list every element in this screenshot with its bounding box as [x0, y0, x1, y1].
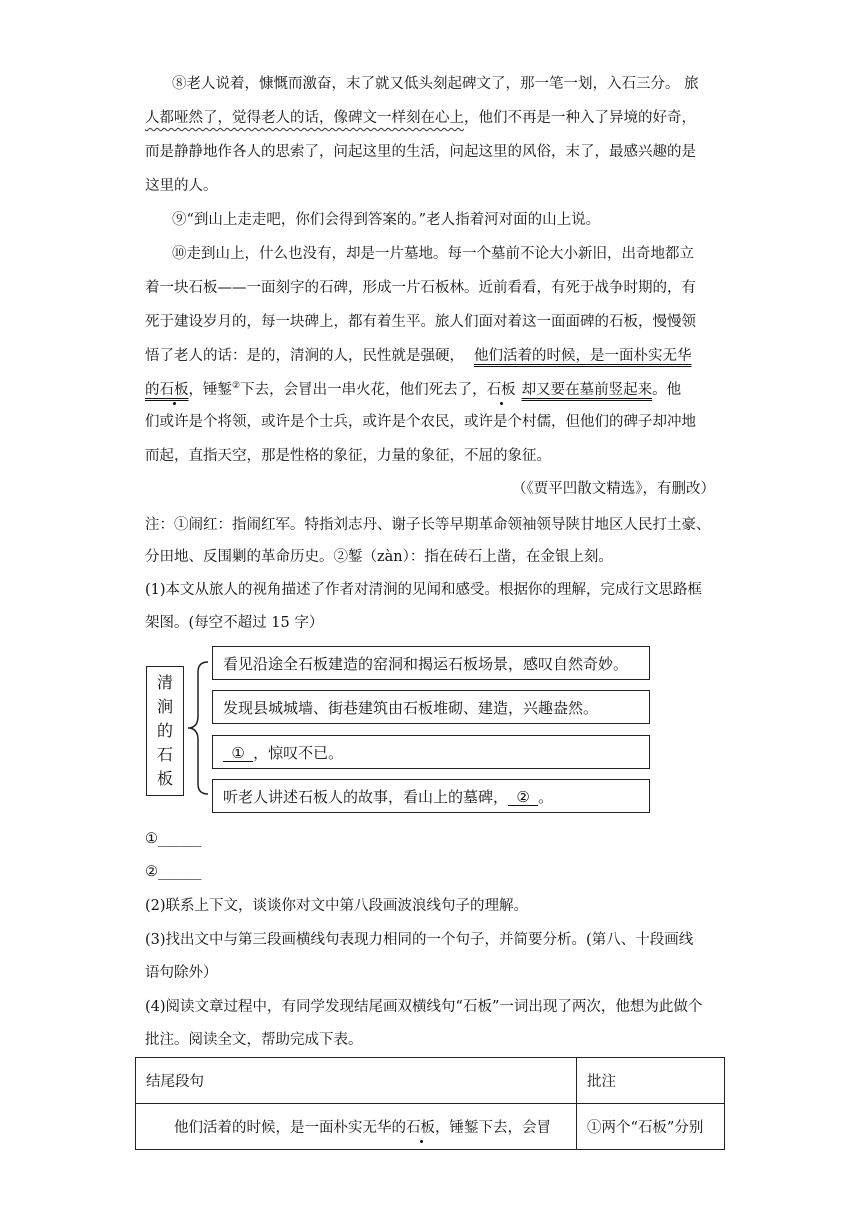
- stone-word-2: 石板: [486, 381, 516, 398]
- table-stone-word: 石板: [406, 1120, 435, 1136]
- q1-line1: (1)本文从旅人的视角描述了作者对清涧的见闻和感受。根据你的理解，完成行文思路框: [145, 582, 703, 598]
- para8-line2: [145, 108, 696, 128]
- q1-line2: 架图。(每空不超过 15 字）: [145, 615, 324, 631]
- diagram-root-char: 的: [156, 721, 173, 740]
- para10-line3: 死于建设岁月的，每一块碑上，都有着生平。旅人们面对着这一面面碑的石板，慢慢领: [145, 314, 696, 330]
- para8-line3: 而是静静地作各人的思索了，问起这里的生活，问起这里的风俗，末了，最感兴趣的是: [145, 144, 696, 160]
- notes-line2: 分田地、反围剿的革命历史。②錾（zàn）：指在砖石上凿，在金银上刻。: [145, 549, 613, 565]
- table-row-note[interactable]: ①两个“石板”分别: [577, 1104, 725, 1150]
- para10-line2: 着一块石板——一面刻字的石碑，形成一片石板林。近前看看，有死于战争时期的，有: [145, 280, 696, 296]
- para10-double-underline-1: 他们活着的时候，是一面朴实无华: [474, 348, 692, 364]
- diagram-box-3: [212, 735, 650, 769]
- table-header-sentence: 结尾段句: [136, 1058, 577, 1104]
- para8-line2-rest: ，他们不再是一种入了异境的好奇，: [464, 110, 696, 126]
- diagram-box-4: [212, 779, 650, 813]
- table-sentence-text: 他们活着的时候，是一面朴实无华的: [174, 1120, 406, 1136]
- table-header-note: 批注: [577, 1058, 725, 1104]
- blank-2[interactable]: ②: [508, 789, 539, 806]
- diagram-root-char: 涧: [156, 697, 173, 716]
- annotation-table: [135, 1057, 725, 1150]
- footnote-marker: ②: [232, 381, 241, 391]
- para9: ⑨“到山上走走吧，你们会得到答案的。”老人指着河对面的山上说。: [172, 212, 601, 228]
- para10-line5: [145, 376, 681, 400]
- table-sentence-text2: ，锤錾下去，会冒: [435, 1120, 551, 1136]
- blank-1[interactable]: ①: [223, 745, 254, 762]
- diagram-root-box: [146, 666, 184, 796]
- dotted-word: 石板: [159, 381, 189, 398]
- q4-line2: 批注。阅读全文，帮助完成下表。: [145, 1032, 363, 1048]
- para8-wavy-sentence: 人都哑然了，觉得老人的话，像碑文一样刻在心上: [145, 110, 464, 126]
- diagram-root-char: 清: [156, 673, 173, 692]
- answer-blank-2[interactable]: ②______: [145, 864, 202, 880]
- diagram-root-char: 板: [156, 769, 173, 788]
- notes-line1: 注：①闹红：指闹红军。特指刘志丹、谢子长等早期革命领袖领导陕甘地区人民打土豪、: [145, 517, 711, 533]
- para10-line4: [145, 346, 692, 366]
- diagram-box-4-end: 。: [538, 789, 554, 806]
- para10-line4-text: 悟了老人的话：是的，清涧的人，民性就是强硬，: [145, 348, 464, 364]
- source-citation: （《贾平凹散文精选》，有删改）: [512, 481, 715, 497]
- para10-line5-end: 。他: [652, 381, 682, 398]
- para10-line7: 而起，直指天空，那是性格的象征，力量的象征，不屈的象征。: [145, 448, 551, 464]
- para10-line6: 们或许是个将领，或许是个士兵，或许是个农民，或许是个村儒，但他们的碑子却冲地: [145, 414, 696, 430]
- q4-line1: (4)阅读文章过程中，有同学发现结尾画双横线句“石板”一词出现了两次，他想为此做个: [145, 999, 703, 1015]
- table-row-sentence: [136, 1104, 577, 1150]
- diagram-root-char: 石: [156, 745, 173, 764]
- para10-line1: ⑩走到山上，什么也没有，却是一片墓地。每一个墓前不论大小新旧，出奇地都立: [172, 246, 694, 262]
- para8-line4: 这里的人。: [145, 178, 218, 194]
- para10-double-underline-3: 却又要在墓前竖起来: [521, 381, 653, 398]
- q2: (2)联系上下文，谈谈你对文中第八段画波浪线句子的理解。: [145, 898, 529, 914]
- para8-line1: ⑧老人说着，慷慨而激奋，末了就又低头刻起碑文了，那一笔一划，入石三分。 旅: [172, 76, 699, 92]
- diagram-box-4-text: 听老人讲述石板人的故事，看山上的墓碑，: [223, 789, 509, 806]
- stone-word-1: [160, 382, 189, 398]
- para10-line5-text: ，锤錾: [188, 381, 232, 398]
- para10-double-underline-2: 的: [145, 381, 160, 398]
- diagram-box-2: 发现县城城墙、街巷建筑由石板堆砌、建造，兴趣盎然。: [212, 690, 650, 724]
- diagram-box-3-text: ，惊叹不已。: [253, 745, 344, 762]
- answer-blank-1[interactable]: ①______: [145, 831, 202, 847]
- diagram-brace: [186, 658, 210, 798]
- q3-line2: 语句除外）: [145, 965, 218, 981]
- diagram-box-1: 看见沿途全石板建造的窑洞和揭运石板场景，感叹自然奇妙。: [212, 646, 650, 680]
- para10-line5-text2: 下去，会冒出一串火花，他们死去了，: [240, 381, 487, 398]
- q3-line1: (3)找出文中与第三段画横线句表现力相同的一个句子，并简要分析。(第八、十段画线: [145, 932, 694, 948]
